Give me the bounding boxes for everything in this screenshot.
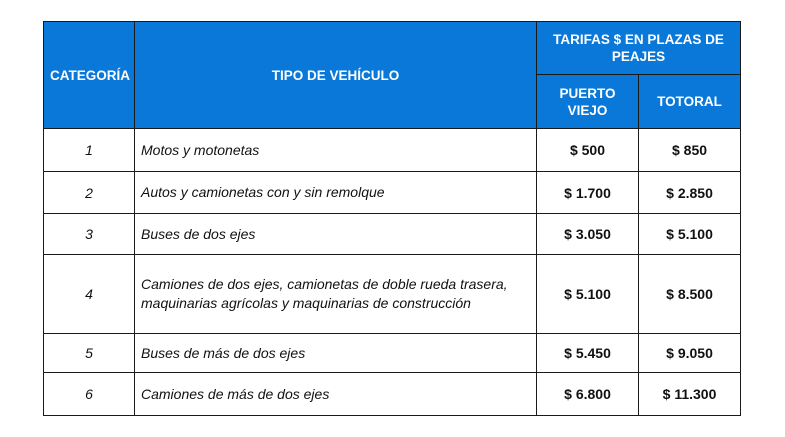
cell-tipo-vehiculo: Buses de dos ejes xyxy=(135,214,537,255)
cell-categoria: 5 xyxy=(44,334,135,373)
cell-price-puerto-viejo: $ 6.800 xyxy=(537,373,639,416)
header-tarifas: TARIFAS $ EN PLAZAS DE PEAJES xyxy=(537,22,741,75)
cell-tipo-vehiculo: Camiones de dos ejes, camionetas de doble rueda trasera, maquinarias agrícolas y maquinarias de construcción xyxy=(135,255,537,334)
cell-tipo-vehiculo: Camiones de más de dos ejes xyxy=(135,373,537,416)
header-puerto-viejo: PUERTO VIEJO xyxy=(537,75,639,129)
cell-price-totoral: $ 8.500 xyxy=(639,255,741,334)
table-row xyxy=(44,172,741,214)
cell-tipo-vehiculo: Autos y camionetas con y sin remolque xyxy=(135,172,537,214)
cell-price-puerto-viejo: $ 500 xyxy=(537,129,639,172)
toll-rates-table xyxy=(43,21,741,416)
header-totoral: TOTORAL xyxy=(639,75,741,129)
header-tipo-vehiculo: TIPO DE VEHÍCULO xyxy=(135,22,537,129)
table-body xyxy=(44,129,741,416)
cell-price-puerto-viejo: $ 5.450 xyxy=(537,334,639,373)
cell-tipo-vehiculo: Buses de más de dos ejes xyxy=(135,334,537,373)
cell-price-puerto-viejo: $ 5.100 xyxy=(537,255,639,334)
cell-price-totoral: $ 850 xyxy=(639,129,741,172)
cell-price-totoral: $ 2.850 xyxy=(639,172,741,214)
cell-categoria: 1 xyxy=(44,129,135,172)
cell-price-puerto-viejo: $ 3.050 xyxy=(537,214,639,255)
cell-price-totoral: $ 9.050 xyxy=(639,334,741,373)
cell-categoria: 3 xyxy=(44,214,135,255)
toll-rates-table-container xyxy=(43,21,741,416)
cell-categoria: 2 xyxy=(44,172,135,214)
cell-tipo-vehiculo: Motos y motonetas xyxy=(135,129,537,172)
header-categoria: CATEGORÍA xyxy=(44,22,135,129)
cell-categoria: 4 xyxy=(44,255,135,334)
table-row xyxy=(44,129,741,172)
table-row xyxy=(44,214,741,255)
table-row xyxy=(44,255,741,334)
cell-price-totoral: $ 11.300 xyxy=(639,373,741,416)
header-row-top xyxy=(44,22,741,75)
table-row xyxy=(44,373,741,416)
cell-categoria: 6 xyxy=(44,373,135,416)
cell-price-totoral: $ 5.100 xyxy=(639,214,741,255)
cell-price-puerto-viejo: $ 1.700 xyxy=(537,172,639,214)
table-header xyxy=(44,22,741,129)
table-row xyxy=(44,334,741,373)
